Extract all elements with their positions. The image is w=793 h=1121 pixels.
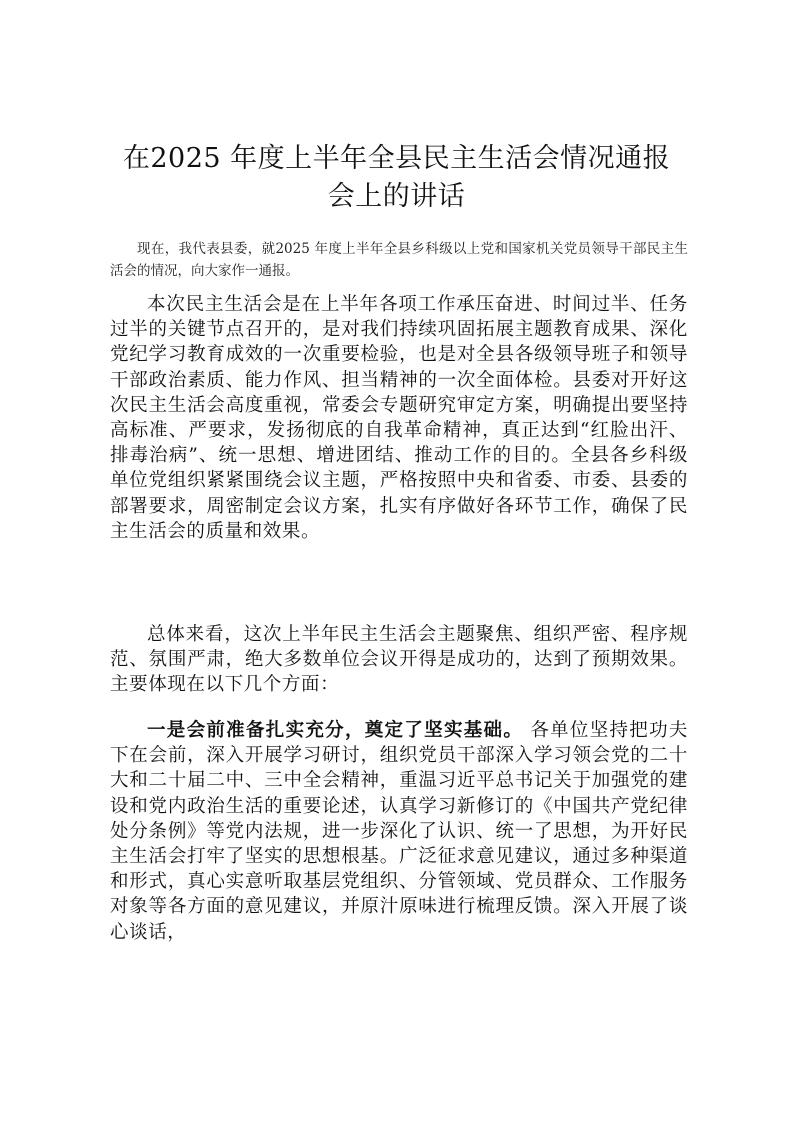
body-paragraph-1: 本次民主生活会是在上半年各项工作承压奋进、时间过半、任务过半的关键节点召开的，是对我们持续巩固拓展主题教育成果、深化党纪学习教育成效的一次重要检验，也是对全县各级领导班子和领导干部政治素质、能力作风、担当精神的一次全面体检。县委对开好这次民主生活会高度重视，常委会专题研究审定方案，明确提出要坚持高标准、严要求，发扬彻底的自我革命精神，真正达到“红脸出汗、排毒治病”、统一思想、增进团结、推动工作的目的。全县各乡科级单位党组织紧紧围绕会议主题，严格按照中央和省委、市委、县委的部署要求，周密制定会议方案，扎实有序做好各环节工作，确保了民主生活会的质量和效果。 bbox=[110, 294, 688, 542]
document-title bbox=[100, 140, 693, 216]
body-paragraph-2: 总体来看，这次上半年民主生活会主题聚焦、组织严密、程序规范、氛围严肃，绝大多数单位会议开得是成功的，达到了预期效果。主要体现在以下几个方面： bbox=[110, 624, 688, 696]
title-line-2: 会上的讲话 bbox=[327, 181, 466, 212]
paragraph-3-body: 各单位坚持把功夫下在会前，深入开展学习研讨，组织党员干部深入学习领会党的二十大和二十届二中、三中全会精神，重温习近平总书记关于加强党的建设和党内政治生活的重要论述，认真学习新修订的《中国共产党纪律处分条例》等党内法规，进一步深化了认识、统一了思想，为开好民主生活会打牢了坚实的思想根基。广泛征求意见建议，通过多种渠道和形式，真心实意听取基层党组织、分管领域、党员群众、工作服务对象等各方面的意见建议，并原汁原味进行梳理反馈。深入开展了谈心谈话， bbox=[110, 720, 688, 943]
paragraph-3-lead: 一是会前准备扎实充分，奠定了坚实基础。 bbox=[147, 720, 524, 741]
body-paragraph-3 bbox=[110, 718, 688, 945]
title-line-1: 在2025 年度上半年全县民主生活会情况通报 bbox=[122, 143, 671, 174]
intro-paragraph: 现在，我代表县委，就2025 年度上半年全县乡科级以上党和国家机关党员领导干部民主生活会的情况，向大家作一通报。 bbox=[110, 241, 688, 279]
